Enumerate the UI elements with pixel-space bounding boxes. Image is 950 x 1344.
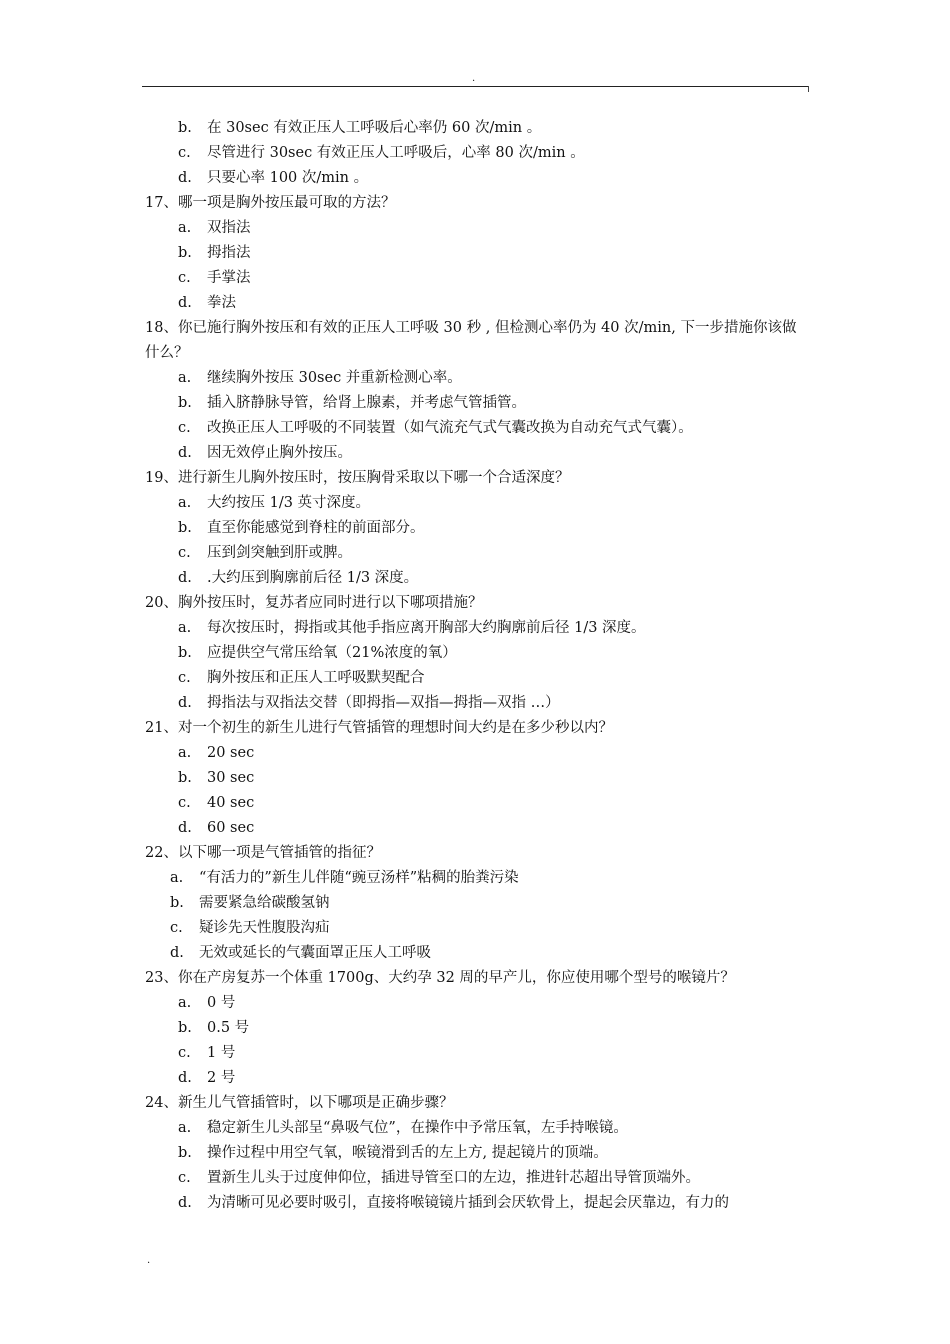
option-text: 为清晰可见必要时吸引，直接将喉镜镜片插到会厌软骨上，提起会厌靠边，有力的: [207, 1195, 729, 1211]
answer-option: [0, 566, 950, 591]
answer-option: [0, 1016, 950, 1041]
option-letter: d.: [178, 820, 192, 836]
option-letter: c.: [178, 545, 191, 561]
option-text: 继续胸外按压 30sec 并重新检测心率。: [207, 370, 462, 386]
option-letter: a.: [170, 870, 184, 886]
answer-option: [0, 1066, 950, 1091]
option-text: 20 sec: [207, 745, 255, 761]
option-text: 胸外按压和正压人工呼吸默契配合: [207, 670, 425, 686]
option-letter: a.: [178, 745, 192, 761]
option-text: .大约压到胸廓前后径 1/3 深度。: [207, 570, 419, 586]
answer-option: [0, 691, 950, 716]
option-text: 改换正压人工呼吸的不同装置（如气流充气式气囊改换为自动充气式气囊）。: [207, 420, 693, 436]
option-letter: d.: [178, 170, 192, 186]
option-text: “有活力的”新生儿伴随“豌豆汤样”粘稠的胎粪污染: [199, 870, 519, 886]
option-letter: a.: [178, 220, 192, 236]
option-letter: b.: [178, 245, 192, 261]
option-text: 只要心率 100 次/min 。: [207, 170, 369, 186]
answer-option: [0, 516, 950, 541]
option-text: 需要紧急给碳酸氢钠: [199, 895, 330, 911]
question-stem: 21、对一个初生的新生儿进行气管插管的理想时间大约是在多少秒以内？: [145, 720, 613, 736]
answer-option: [0, 1166, 950, 1191]
answer-option: [0, 291, 950, 316]
option-text: 疑诊先天性腹股沟疝: [199, 920, 330, 936]
answer-option: [0, 866, 950, 891]
answer-option: [0, 416, 950, 441]
option-letter: c.: [178, 1045, 191, 1061]
option-text: 每次按压时，拇指或其他手指应离开胸部大约胸廓前后径 1/3 深度。: [207, 620, 646, 636]
answer-option: [0, 266, 950, 291]
header-dot: .: [472, 73, 476, 84]
option-letter: d.: [178, 695, 192, 711]
option-letter: b.: [178, 645, 192, 661]
option-text: 直至你能感觉到脊柱的前面部分。: [207, 520, 425, 536]
answer-option: [0, 741, 950, 766]
option-letter: c.: [178, 1170, 191, 1186]
answer-option: [0, 816, 950, 841]
question-stem: 20、胸外按压时，复苏者应同时进行以下哪项措施？: [145, 595, 483, 611]
option-text: 拳法: [207, 295, 236, 311]
answer-option: [0, 166, 950, 191]
header-rule: [142, 86, 808, 87]
option-text: 60 sec: [207, 820, 255, 836]
option-letter: c.: [178, 145, 191, 161]
option-letter: b.: [178, 1145, 192, 1161]
option-letter: c.: [170, 920, 183, 936]
option-letter: a.: [178, 370, 192, 386]
option-letter: b.: [178, 770, 192, 786]
option-letter: d.: [178, 1195, 192, 1211]
option-letter: b.: [178, 520, 192, 536]
answer-option: [0, 941, 950, 966]
option-text: 插入脐静脉导管，给肾上腺素，并考虑气管插管。: [207, 395, 526, 411]
option-letter: d.: [178, 445, 192, 461]
option-text: 双指法: [207, 220, 251, 236]
answer-option: [0, 491, 950, 516]
answer-option: [0, 1041, 950, 1066]
option-letter: d.: [170, 945, 184, 961]
option-text: 操作过程中用空气氧，喉镜滑到舌的左上方, 提起镜片的顶端。: [207, 1145, 608, 1161]
option-text: 稳定新生儿头部呈“鼻吸气位”，在操作中予常压氧，左手持喉镜。: [207, 1120, 628, 1136]
document-body: [0, 116, 950, 1216]
answer-option: [0, 541, 950, 566]
option-letter: c.: [178, 420, 191, 436]
option-letter: a.: [178, 995, 192, 1011]
option-letter: d.: [178, 1070, 192, 1086]
option-text: 0 号: [207, 995, 236, 1011]
option-letter: b.: [178, 1020, 192, 1036]
option-text: 压到剑突触到肝或脾。: [207, 545, 352, 561]
option-letter: d.: [178, 570, 192, 586]
option-text: 在 30sec 有效正压人工呼吸后心率仍 60 次/min 。: [207, 120, 542, 136]
option-letter: c.: [178, 270, 191, 286]
question-stem: 18、你已施行胸外按压和有效的正压人工呼吸 30 秒 , 但检测心率仍为 40 次/min, 下一步措施你该做什么？: [145, 320, 797, 361]
answer-option: [0, 1191, 950, 1216]
answer-option: [0, 241, 950, 266]
answer-option: [0, 641, 950, 666]
option-text: 1 号: [207, 1045, 236, 1061]
footer-dot: .: [147, 1255, 151, 1266]
answer-option: [0, 991, 950, 1016]
question-stem: 17、哪一项是胸外按压最可取的方法？: [145, 195, 396, 211]
question-stem: 19、进行新生儿胸外按压时，按压胸骨采取以下哪一个合适深度？: [145, 470, 570, 486]
answer-option: [0, 441, 950, 466]
question-stem: 22、以下哪一项是气管插管的指征？: [145, 845, 381, 861]
option-letter: d.: [178, 295, 192, 311]
answer-option: [0, 766, 950, 791]
answer-option: [0, 366, 950, 391]
option-text: 拇指法: [207, 245, 251, 261]
option-letter: a.: [178, 620, 192, 636]
answer-option: [0, 791, 950, 816]
option-letter: c.: [178, 670, 191, 686]
answer-option: [0, 891, 950, 916]
option-text: 因无效停止胸外按压。: [207, 445, 352, 461]
option-text: 手掌法: [207, 270, 251, 286]
answer-option: [0, 1116, 950, 1141]
option-letter: c.: [178, 795, 191, 811]
option-text: 30 sec: [207, 770, 255, 786]
option-text: 大约按压 1/3 英寸深度。: [207, 495, 371, 511]
option-text: 0.5 号: [207, 1020, 250, 1036]
option-text: 尽管进行 30sec 有效正压人工呼吸后，心率 80 次/min 。: [207, 145, 585, 161]
question-stem: 24、新生儿气管插管时，以下哪项是正确步骤？: [145, 1095, 454, 1111]
option-text: 置新生儿头于过度伸仰位，插进导管至口的左边，推进针芯超出导管顶端外。: [207, 1170, 700, 1186]
option-text: 拇指法与双指法交替（即拇指—双指—拇指—双指 …）: [207, 695, 560, 711]
option-letter: b.: [178, 120, 192, 136]
option-letter: b.: [170, 895, 184, 911]
answer-option: [0, 666, 950, 691]
header-rule-tick: [808, 86, 809, 92]
answer-option: [0, 116, 950, 141]
option-letter: b.: [178, 395, 192, 411]
answer-option: [0, 216, 950, 241]
question-stem: 23、你在产房复苏一个体重 1700g、大约孕 32 周的早产儿，你应使用哪个型号的喉镜片？: [145, 970, 735, 986]
option-letter: a.: [178, 495, 192, 511]
answer-option: [0, 916, 950, 941]
option-text: 2 号: [207, 1070, 236, 1086]
option-text: 应提供空气常压给氧（21%浓度的氧）: [207, 645, 457, 661]
answer-option: [0, 141, 950, 166]
option-text: 无效或延长的气囊面罩正压人工呼吸: [199, 945, 431, 961]
answer-option: [0, 616, 950, 641]
answer-option: [0, 1141, 950, 1166]
answer-option: [0, 391, 950, 416]
option-text: 40 sec: [207, 795, 255, 811]
option-letter: a.: [178, 1120, 192, 1136]
